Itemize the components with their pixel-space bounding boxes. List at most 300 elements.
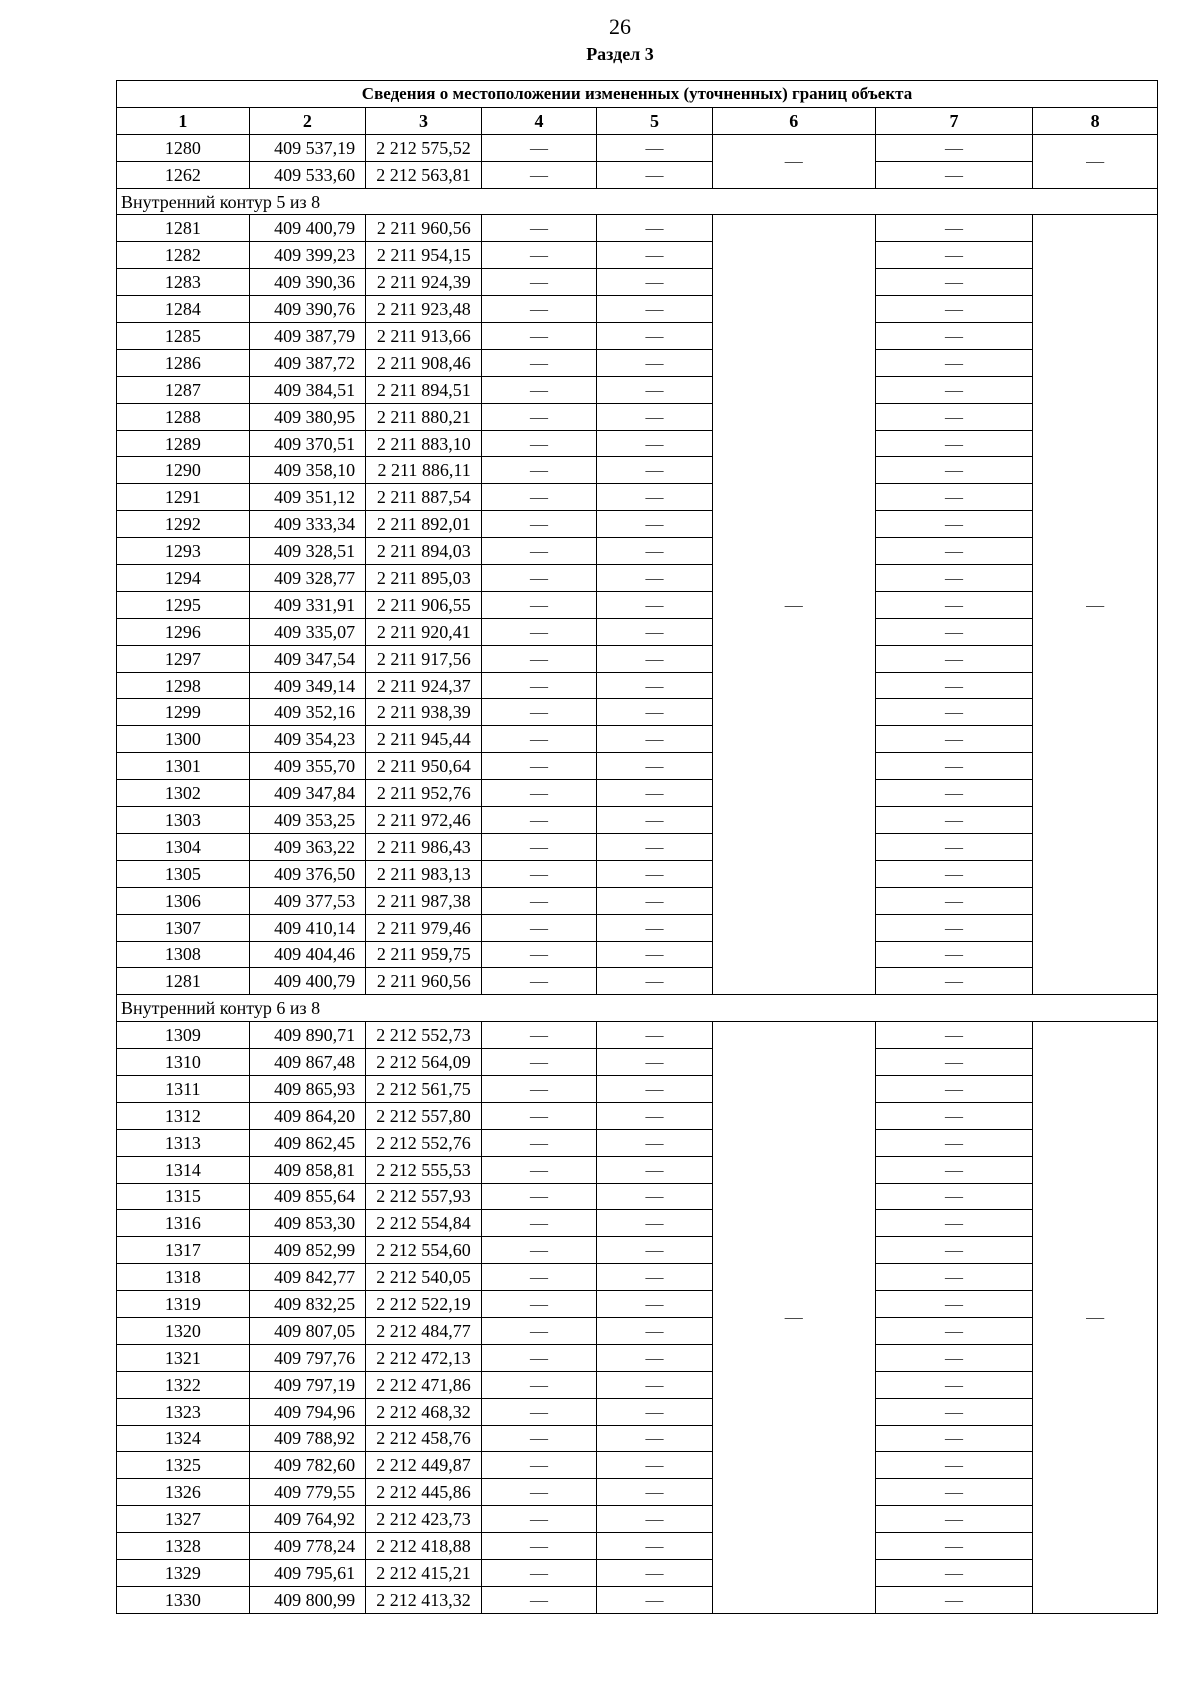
y-coordinate-cell: 2 211 987,38 [366,887,482,914]
col4-dash-cell: — [481,699,597,726]
point-number-cell: 1307 [117,914,250,941]
y-coordinate-cell: 2 211 959,75 [366,941,482,968]
col4-dash-cell: — [481,591,597,618]
x-coordinate-cell: 409 384,51 [249,376,366,403]
col7-dash-cell: — [875,484,1033,511]
point-number-cell: 1283 [117,269,250,296]
y-coordinate-cell: 2 211 906,55 [366,591,482,618]
col5-dash-cell: — [597,565,713,592]
point-number-cell: 1288 [117,403,250,430]
col7-dash-cell: — [875,1264,1033,1291]
col4-dash-cell: — [481,296,597,323]
y-coordinate-cell: 2 212 552,76 [366,1129,482,1156]
col4-dash-cell: — [481,430,597,457]
x-coordinate-cell: 409 349,14 [249,672,366,699]
col4-dash-cell: — [481,914,597,941]
table-row [117,161,1158,188]
col7-dash-cell: — [875,618,1033,645]
y-coordinate-cell: 2 211 945,44 [366,726,482,753]
table-row [117,807,1158,834]
col5-dash-cell: — [597,403,713,430]
col5-dash-cell: — [597,887,713,914]
point-number-cell: 1303 [117,807,250,834]
table-row [117,833,1158,860]
col5-dash-cell: — [597,1559,713,1586]
table-row [117,1102,1158,1129]
x-coordinate-cell: 409 399,23 [249,242,366,269]
table-row [117,1317,1158,1344]
point-number-cell: 1312 [117,1102,250,1129]
y-coordinate-cell: 2 211 917,56 [366,645,482,672]
col5-dash-cell: — [597,323,713,350]
y-coordinate-cell: 2 212 472,13 [366,1344,482,1371]
col5-dash-cell: — [597,1479,713,1506]
col5-dash-cell: — [597,726,713,753]
col7-dash-cell: — [875,1344,1033,1371]
col5-dash-cell: — [597,457,713,484]
table-row [117,780,1158,807]
point-number-cell: 1315 [117,1183,250,1210]
col7-dash-cell: — [875,538,1033,565]
col7-dash-cell: — [875,968,1033,995]
y-coordinate-cell: 2 211 894,03 [366,538,482,565]
col4-dash-cell: — [481,780,597,807]
y-coordinate-cell: 2 212 557,93 [366,1183,482,1210]
col7-dash-cell: — [875,807,1033,834]
col5-dash-cell: — [597,780,713,807]
col7-dash-cell: — [875,1506,1033,1533]
y-coordinate-cell: 2 211 954,15 [366,242,482,269]
x-coordinate-cell: 409 380,95 [249,403,366,430]
col5-dash-cell: — [597,1183,713,1210]
x-coordinate-cell: 409 351,12 [249,484,366,511]
x-coordinate-cell: 409 328,51 [249,538,366,565]
col7-dash-cell: — [875,1237,1033,1264]
point-number-cell: 1297 [117,645,250,672]
column-header: 7 [875,107,1033,134]
x-coordinate-cell: 409 335,07 [249,618,366,645]
col7-dash-cell: — [875,403,1033,430]
col4-dash-cell: — [481,403,597,430]
y-coordinate-cell: 2 211 895,03 [366,565,482,592]
x-coordinate-cell: 409 864,20 [249,1102,366,1129]
col5-dash-cell: — [597,1371,713,1398]
col7-dash-cell: — [875,1049,1033,1076]
point-number-cell: 1322 [117,1371,250,1398]
column-header: 5 [597,107,713,134]
contour-label: Внутренний контур 6 из 8 [117,995,1158,1022]
x-coordinate-cell: 409 890,71 [249,1022,366,1049]
y-coordinate-cell: 2 212 555,53 [366,1156,482,1183]
table-row [117,376,1158,403]
table-row [117,1398,1158,1425]
col5-dash-cell: — [597,1533,713,1560]
column-header: 6 [712,107,875,134]
point-number-cell: 1285 [117,323,250,350]
point-number-cell: 1306 [117,887,250,914]
x-coordinate-cell: 409 331,91 [249,591,366,618]
contour-header-row [117,995,1158,1022]
col4-dash-cell: — [481,1506,597,1533]
col7-dash-cell: — [875,591,1033,618]
table-row [117,1425,1158,1452]
col4-dash-cell: — [481,1586,597,1613]
point-number-cell: 1314 [117,1156,250,1183]
col7-dash-cell: — [875,1022,1033,1049]
y-coordinate-cell: 2 212 561,75 [366,1075,482,1102]
x-coordinate-cell: 409 387,72 [249,349,366,376]
point-number-cell: 1301 [117,753,250,780]
x-coordinate-cell: 409 855,64 [249,1183,366,1210]
col7-dash-cell: — [875,215,1033,242]
point-number-cell: 1284 [117,296,250,323]
column-header: 8 [1033,107,1158,134]
column-header: 3 [366,107,482,134]
x-coordinate-cell: 409 797,76 [249,1344,366,1371]
col7-dash-cell: — [875,565,1033,592]
table-row [117,538,1158,565]
point-number-cell: 1310 [117,1049,250,1076]
point-number-cell: 1328 [117,1533,250,1560]
col4-dash-cell: — [481,860,597,887]
col5-dash-cell: — [597,672,713,699]
y-coordinate-cell: 2 211 894,51 [366,376,482,403]
page-number: 26 [609,14,631,39]
col7-dash-cell: — [875,1183,1033,1210]
col5-dash-cell: — [597,1291,713,1318]
column-header: 1 [117,107,250,134]
col4-dash-cell: — [481,538,597,565]
point-number-cell: 1311 [117,1075,250,1102]
point-number-cell: 1320 [117,1317,250,1344]
column-header: 2 [249,107,366,134]
col4-dash-cell: — [481,1291,597,1318]
table-title: Сведения о местоположении измененных (уточненных) границ объекта [117,81,1158,108]
col7-dash-cell: — [875,1371,1033,1398]
table-row [117,591,1158,618]
y-coordinate-cell: 2 211 960,56 [366,215,482,242]
col5-dash-cell: — [597,860,713,887]
table-row [117,1506,1158,1533]
col4-dash-cell: — [481,457,597,484]
x-coordinate-cell: 409 797,19 [249,1371,366,1398]
col7-dash-cell: — [875,349,1033,376]
table-row [117,1129,1158,1156]
col7-dash-cell: — [875,1452,1033,1479]
x-coordinate-cell: 409 377,53 [249,887,366,914]
y-coordinate-cell: 2 211 886,11 [366,457,482,484]
point-number-cell: 1286 [117,349,250,376]
point-number-cell: 1316 [117,1210,250,1237]
col7-dash-cell: — [875,242,1033,269]
col4-dash-cell: — [481,242,597,269]
point-number-cell: 1304 [117,833,250,860]
col4-dash-cell: — [481,1210,597,1237]
col7-dash-cell: — [875,914,1033,941]
point-number-cell: 1321 [117,1344,250,1371]
col4-dash-cell: — [481,1075,597,1102]
coordinates-table [116,80,1158,1614]
table-row [117,726,1158,753]
col5-dash-cell: — [597,1506,713,1533]
table-row [117,887,1158,914]
table-row [117,269,1158,296]
x-coordinate-cell: 409 390,36 [249,269,366,296]
point-number-cell: 1280 [117,134,250,161]
col5-dash-cell: — [597,269,713,296]
table-row [117,1049,1158,1076]
table-row [117,860,1158,887]
col4-dash-cell: — [481,1183,597,1210]
col4-dash-cell: — [481,484,597,511]
x-coordinate-cell: 409 355,70 [249,753,366,780]
table-row [117,1533,1158,1560]
col5-dash-cell: — [597,1129,713,1156]
table-row [117,1264,1158,1291]
x-coordinate-cell: 409 363,22 [249,833,366,860]
x-coordinate-cell: 409 533,60 [249,161,366,188]
col7-dash-cell: — [875,1425,1033,1452]
y-coordinate-cell: 2 212 471,86 [366,1371,482,1398]
col5-dash-cell: — [597,511,713,538]
col4-dash-cell: — [481,349,597,376]
y-coordinate-cell: 2 212 484,77 [366,1317,482,1344]
col5-dash-cell: — [597,833,713,860]
point-number-cell: 1299 [117,699,250,726]
col7-dash-cell: — [875,1291,1033,1318]
col7-dash-cell: — [875,1533,1033,1560]
point-number-cell: 1325 [117,1452,250,1479]
col4-dash-cell: — [481,1344,597,1371]
col7-dash-cell: — [875,726,1033,753]
y-coordinate-cell: 2 211 880,21 [366,403,482,430]
col4-dash-cell: — [481,753,597,780]
col5-dash-cell: — [597,753,713,780]
table-row [117,1452,1158,1479]
x-coordinate-cell: 409 333,34 [249,511,366,538]
y-coordinate-cell: 2 212 415,21 [366,1559,482,1586]
y-coordinate-cell: 2 211 908,46 [366,349,482,376]
point-number-cell: 1308 [117,941,250,968]
table-row [117,1586,1158,1613]
x-coordinate-cell: 409 410,14 [249,914,366,941]
col4-dash-cell: — [481,645,597,672]
col7-dash-cell: — [875,511,1033,538]
col4-dash-cell: — [481,1102,597,1129]
col7-dash-cell: — [875,1586,1033,1613]
y-coordinate-cell: 2 211 920,41 [366,618,482,645]
col4-dash-cell: — [481,376,597,403]
col4-dash-cell: — [481,1452,597,1479]
table-row [117,1344,1158,1371]
y-coordinate-cell: 2 211 923,48 [366,296,482,323]
col4-dash-cell: — [481,1479,597,1506]
col5-dash-cell: — [597,242,713,269]
table-row [117,403,1158,430]
col4-dash-cell: — [481,1129,597,1156]
col7-dash-cell: — [875,860,1033,887]
x-coordinate-cell: 409 387,79 [249,323,366,350]
table-row [117,457,1158,484]
table-row [117,1479,1158,1506]
table-row [117,1291,1158,1318]
table-row [117,914,1158,941]
y-coordinate-cell: 2 212 468,32 [366,1398,482,1425]
col6-merged-dash-cell: — [712,215,875,995]
y-coordinate-cell: 2 211 924,39 [366,269,482,296]
x-coordinate-cell: 409 788,92 [249,1425,366,1452]
y-coordinate-cell: 2 212 554,60 [366,1237,482,1264]
col7-dash-cell: — [875,134,1033,161]
table-row [117,1210,1158,1237]
y-coordinate-cell: 2 212 554,84 [366,1210,482,1237]
col7-dash-cell: — [875,1102,1033,1129]
col5-dash-cell: — [597,215,713,242]
col5-dash-cell: — [597,538,713,565]
col5-dash-cell: — [597,1049,713,1076]
table-row [117,645,1158,672]
x-coordinate-cell: 409 400,79 [249,968,366,995]
col5-dash-cell: — [597,376,713,403]
col5-dash-cell: — [597,161,713,188]
table-row [117,242,1158,269]
col5-dash-cell: — [597,1156,713,1183]
point-number-cell: 1330 [117,1586,250,1613]
section-title: Раздел 3 [586,44,654,64]
table-title-row [117,81,1158,108]
x-coordinate-cell: 409 807,05 [249,1317,366,1344]
x-coordinate-cell: 409 867,48 [249,1049,366,1076]
col7-dash-cell: — [875,1317,1033,1344]
x-coordinate-cell: 409 354,23 [249,726,366,753]
col4-dash-cell: — [481,269,597,296]
x-coordinate-cell: 409 400,79 [249,215,366,242]
y-coordinate-cell: 2 212 563,81 [366,161,482,188]
col5-dash-cell: — [597,430,713,457]
y-coordinate-cell: 2 212 522,19 [366,1291,482,1318]
x-coordinate-cell: 409 779,55 [249,1479,366,1506]
table-row [117,753,1158,780]
x-coordinate-cell: 409 328,77 [249,565,366,592]
point-number-cell: 1292 [117,511,250,538]
y-coordinate-cell: 2 212 423,73 [366,1506,482,1533]
col4-dash-cell: — [481,511,597,538]
y-coordinate-cell: 2 212 552,73 [366,1022,482,1049]
col4-dash-cell: — [481,807,597,834]
point-number-cell: 1287 [117,376,250,403]
y-coordinate-cell: 2 211 960,56 [366,968,482,995]
col7-dash-cell: — [875,699,1033,726]
x-coordinate-cell: 409 800,99 [249,1586,366,1613]
x-coordinate-cell: 409 782,60 [249,1452,366,1479]
y-coordinate-cell: 2 212 557,80 [366,1102,482,1129]
col5-dash-cell: — [597,941,713,968]
table-row [117,323,1158,350]
x-coordinate-cell: 409 778,24 [249,1533,366,1560]
col4-dash-cell: — [481,161,597,188]
col7-dash-cell: — [875,1156,1033,1183]
col4-dash-cell: — [481,1317,597,1344]
column-header: 4 [481,107,597,134]
x-coordinate-cell: 409 832,25 [249,1291,366,1318]
x-coordinate-cell: 409 404,46 [249,941,366,968]
point-number-cell: 1323 [117,1398,250,1425]
table-row [117,618,1158,645]
table-row [117,968,1158,995]
col7-dash-cell: — [875,457,1033,484]
col5-dash-cell: — [597,1452,713,1479]
col4-dash-cell: — [481,215,597,242]
col4-dash-cell: — [481,672,597,699]
col5-dash-cell: — [597,1102,713,1129]
col4-dash-cell: — [481,618,597,645]
col7-dash-cell: — [875,1398,1033,1425]
y-coordinate-cell: 2 211 883,10 [366,430,482,457]
table-row [117,134,1158,161]
table-row [117,511,1158,538]
y-coordinate-cell: 2 212 564,09 [366,1049,482,1076]
x-coordinate-cell: 409 352,16 [249,699,366,726]
col4-dash-cell: — [481,1264,597,1291]
y-coordinate-cell: 2 211 972,46 [366,807,482,834]
table-row [117,1183,1158,1210]
table-row [117,1156,1158,1183]
col6-merged-dash-cell: — [712,134,875,188]
contour-label: Внутренний контур 5 из 8 [117,188,1158,215]
y-coordinate-cell: 2 212 575,52 [366,134,482,161]
x-coordinate-cell: 409 842,77 [249,1264,366,1291]
col5-dash-cell: — [597,1075,713,1102]
col4-dash-cell: — [481,941,597,968]
point-number-cell: 1281 [117,968,250,995]
col7-dash-cell: — [875,941,1033,968]
table-row [117,430,1158,457]
col7-dash-cell: — [875,887,1033,914]
y-coordinate-cell: 2 211 887,54 [366,484,482,511]
point-number-cell: 1295 [117,591,250,618]
col4-dash-cell: — [481,1398,597,1425]
col5-dash-cell: — [597,484,713,511]
col8-merged-dash-cell: — [1033,134,1158,188]
col4-dash-cell: — [481,1371,597,1398]
col4-dash-cell: — [481,887,597,914]
col7-dash-cell: — [875,161,1033,188]
col5-dash-cell: — [597,699,713,726]
col4-dash-cell: — [481,726,597,753]
col7-dash-cell: — [875,323,1033,350]
y-coordinate-cell: 2 211 983,13 [366,860,482,887]
y-coordinate-cell: 2 211 924,37 [366,672,482,699]
x-coordinate-cell: 409 537,19 [249,134,366,161]
col7-dash-cell: — [875,780,1033,807]
point-number-cell: 1302 [117,780,250,807]
y-coordinate-cell: 2 211 986,43 [366,833,482,860]
col4-dash-cell: — [481,1022,597,1049]
table-row [117,672,1158,699]
table-row [117,1075,1158,1102]
col5-dash-cell: — [597,1344,713,1371]
x-coordinate-cell: 409 865,93 [249,1075,366,1102]
table-row [117,215,1158,242]
col4-dash-cell: — [481,1425,597,1452]
point-number-cell: 1318 [117,1264,250,1291]
col7-dash-cell: — [875,1129,1033,1156]
col8-merged-dash-cell: — [1033,1022,1158,1614]
x-coordinate-cell: 409 358,10 [249,457,366,484]
x-coordinate-cell: 409 795,61 [249,1559,366,1586]
point-number-cell: 1300 [117,726,250,753]
point-number-cell: 1305 [117,860,250,887]
